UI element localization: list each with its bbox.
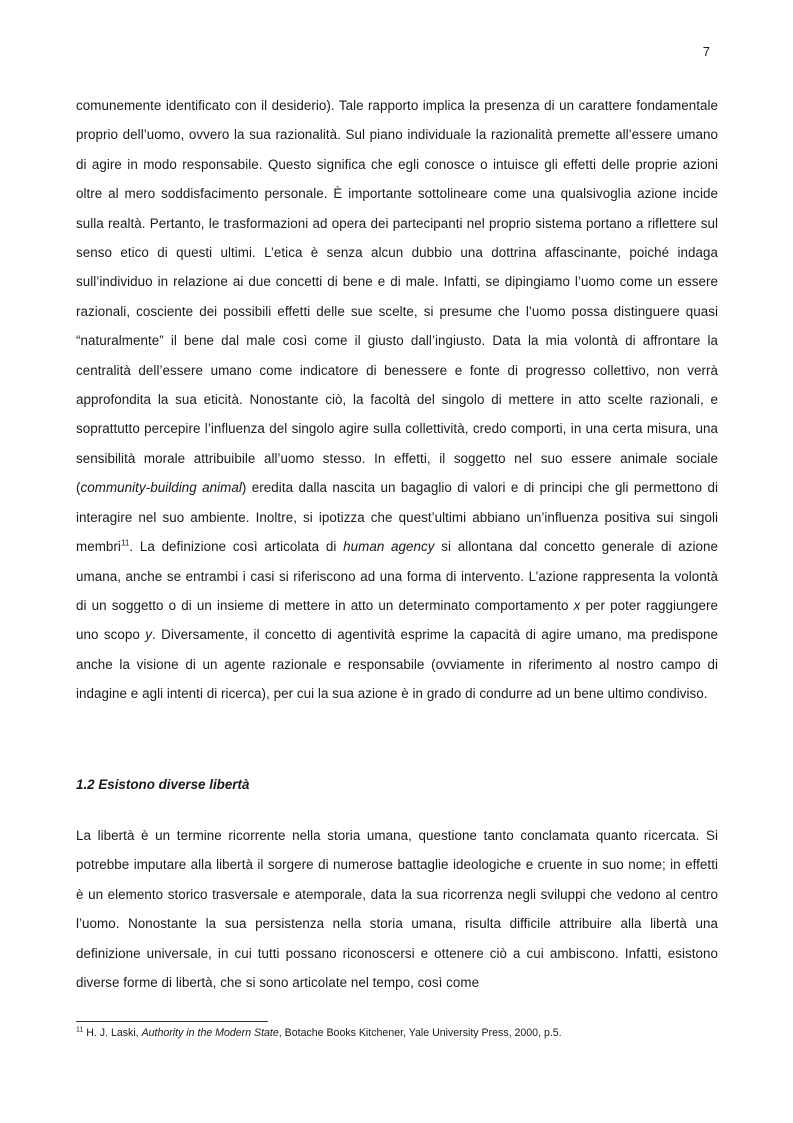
text-run: . La definizione così articolata di [129, 539, 344, 555]
body-paragraph-1 [76, 91, 718, 709]
text-run: ) eredita dalla nascita un bagaglio di valori e di principi che gli permettono di interagire nel suo ambiente. Inoltre, si ipotizza che quest’ultimi abbiano un’influenza positiva sui singoli membri [76, 480, 718, 555]
italic-term-community-building: community-building animal [80, 480, 242, 496]
footnote-title: Authority in the Modern State [141, 1027, 279, 1039]
italic-term-human-agency: human agency [343, 539, 435, 555]
footnote-reference[interactable]: 11 [120, 538, 130, 548]
text-run: comunemente identificato con il desiderio). Tale rapporto implica la presenza di un carattere fondamentale proprio dell’uomo, ovvero la sua razionalità. Sul piano individuale la razionalità premette all’essere umano di agire in modo responsabile. Questo significa che egli conosce o intuisce gli effetti delle proprie azioni oltre al mero soddisfacimento personale. È importante sottolineare come una qualsivoglia azione incide sulla realtà. Pertanto, le trasformazioni ad opera dei partecipanti nel proprio sistema portano a riflettere sul senso etico di questi ultimi. L’etica è senza alcun dubbio una dottrina affascinante, poiché indaga sull’individuo in relazione ai due concetti di bene e di male. Infatti, se dipingiamo l’uomo come un essere razionali, cosciente dei possibili effetti delle sue scelte, si presume che l’uomo possa distinguere quasi “naturalmente” il bene dal male così come il giusto dall’ingiusto. Data la mia volontà di affrontare la centralità dell’essere umano come indicatore di benessere e fonte di progresso collettivo, non verrà approfondita la sua eticità. Nonostante ciò, la facoltà del singolo di mettere in atto scelte razionali, e soprattutto percepire l’influenza del singolo agire sulla collettività, credo comporti, in una certa misura, una sensibilità morale attribuibile all’uomo stesso. In effetti, il soggetto nel suo essere animale sociale ( [76, 98, 718, 496]
footnote-number: 11 [76, 1026, 84, 1034]
text-run: si allontana dal concetto generale di azione umana, anche se entrambi i casi si riferiscono ad una forma di intervento. L’azione rappresenta la volontà di un soggetto o di un insieme di mettere in atto un determinato comportamento [76, 539, 718, 613]
footnote-author: H. J. Laski, [83, 1027, 142, 1039]
section-heading: 1.2 Esistono diverse libertà [76, 777, 250, 792]
text-run: per poter raggiungere uno scopo [76, 597, 718, 643]
footnote [76, 1026, 718, 1040]
italic-variable-x: x [573, 597, 581, 613]
italic-variable-y: y [145, 627, 153, 643]
text-run: . Diversamente, il concetto di agentività esprime la capacità di agire umano, ma predispone anche la visione di un agente razionale e responsabile (ovviamente in riferimento al nostro campo di indagine e agli intenti di ricerca), per cui la sua azione è in grado di condurre ad un bene ultimo condiviso. [76, 627, 719, 702]
footnote-publication: , Botache Books Kitchener, Yale University Press, 2000, p.5. [278, 1027, 562, 1039]
page-number: 7 [702, 44, 710, 59]
body-paragraph-2: La libertà è un termine ricorrente nella storia umana, questione tanto conclamata quanto ricercata. Si potrebbe imputare alla libertà il sorgere di numerose battaglie ideologiche e cruente in suo nome; in effetti è un elemento storico trasversale e atemporale, data la sua ricorrenza negli sviluppi che vedono al centro l’uomo. Nonostante la sua persistenza nella storia umana, risulta difficile attribuire alla libertà una definizione universale, in cui tutti possano riconoscersi e ottenere ciò a cui ambiscono. Infatti, esistono diverse forme di libertà, che si sono articolate nel tempo, così come [76, 828, 718, 991]
footnote-separator [76, 1021, 268, 1022]
